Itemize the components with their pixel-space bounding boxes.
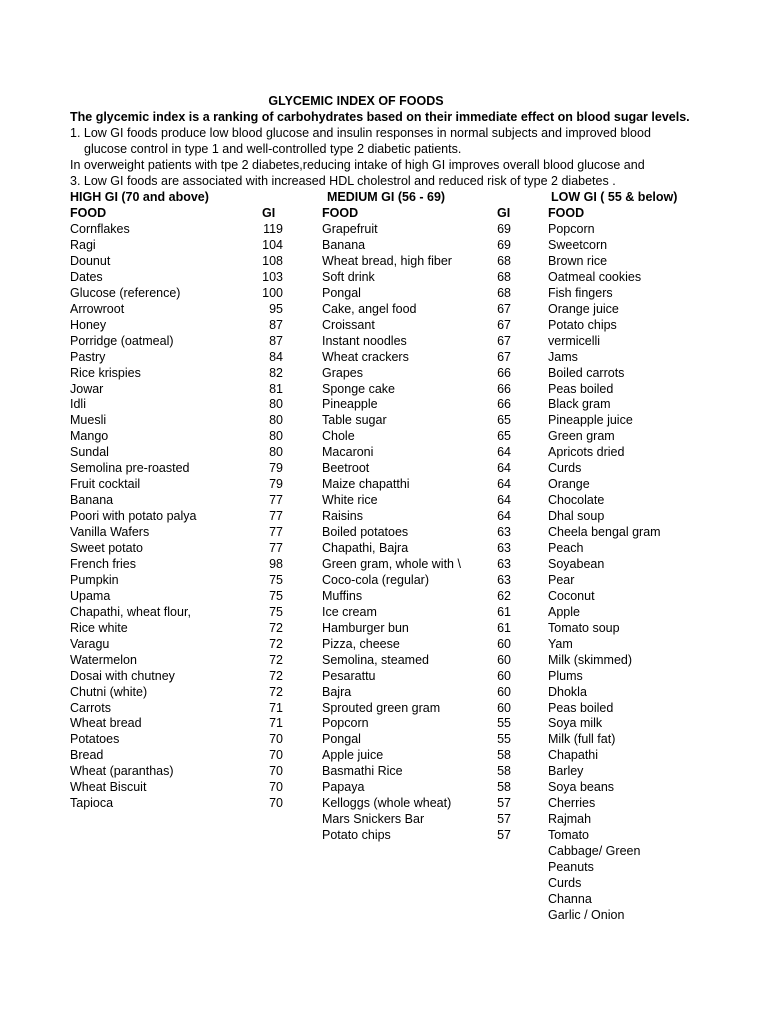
medium-gi-food-name: Basmathi Rice (322, 764, 403, 778)
high-gi-value: 80 (269, 397, 283, 411)
low-gi-food-name: Potato chips (548, 318, 617, 332)
low-gi-food-name: Tomato soup (548, 621, 620, 635)
medium-gi-food-name: Hamburger bun (322, 621, 409, 635)
high-gi-value: 70 (269, 748, 283, 762)
intro-line: The glycemic index is a ranking of carbohydrates based on their immediate effect on blood sugar levels. (70, 110, 690, 124)
low-gi-food-name: Milk (skimmed) (548, 653, 633, 667)
high-gi-food-name: Cornflakes (70, 222, 130, 236)
medium-gi-value: 68 (497, 270, 511, 284)
high-gi-value: 72 (269, 669, 283, 683)
medium-gi-value: 63 (497, 573, 511, 587)
medium-gi-value: 61 (497, 621, 511, 635)
medium-gi-food-name: Beetroot (322, 461, 370, 475)
medium-gi-value: 65 (497, 429, 511, 443)
high-gi-value: 75 (269, 605, 283, 619)
high-gi-heading: HIGH GI (70 and above) (70, 190, 209, 204)
low-gi-food-name: Curds (548, 461, 582, 475)
medium-gi-value: 68 (497, 286, 511, 300)
high-gi-food-name: Poori with potato palya (70, 509, 197, 523)
low-gi-food-name: Peas boiled (548, 701, 614, 715)
intro-line: glucose control in type 1 and well-controlled type 2 diabetic patients. (84, 142, 462, 156)
medium-gi-value: 57 (497, 812, 511, 826)
low-gi-food-name: Coconut (548, 589, 595, 603)
high-gi-value: 119 (263, 222, 283, 236)
low-gi-food-name: Channa (548, 892, 592, 906)
high-gi-value: 79 (269, 461, 283, 475)
high-gi-food-name: Carrots (70, 701, 111, 715)
high-gi-value: 75 (269, 589, 283, 603)
medium-gi-food-name: Bajra (322, 685, 352, 699)
medium-gi-value: 66 (497, 397, 511, 411)
high-gi-value: 72 (269, 621, 283, 635)
low-gi-food-name: Oatmeal cookies (548, 270, 642, 284)
medium-gi-value: 60 (497, 637, 511, 651)
medium-gi-heading: MEDIUM GI (56 - 69) (327, 190, 446, 204)
medium-gi-food-name: Pineapple (322, 397, 378, 411)
medium-gi-food-name: Papaya (322, 780, 365, 794)
high-gi-food-name: Tapioca (70, 796, 114, 810)
high-gi-value: 87 (269, 318, 283, 332)
low-gi-food-name: Barley (548, 764, 584, 778)
low-gi-food-name: Orange juice (548, 302, 619, 316)
high-gi-food-name: Jowar (70, 382, 104, 396)
medium-gi-value: 60 (497, 701, 511, 715)
medium-gi-value: 66 (497, 366, 511, 380)
high-gi-food-name: Chutni (white) (70, 685, 148, 699)
high-gi-value: 82 (269, 366, 283, 380)
medium-gi-food-name: Semolina, steamed (322, 653, 430, 667)
high-gi-value: 87 (269, 334, 283, 348)
medium-gi-value: 69 (497, 238, 511, 252)
medium-gi-food-name: Popcorn (322, 716, 369, 730)
high-gi-food-name: Porridge (oatmeal) (70, 334, 174, 348)
high-gi-value: 71 (269, 701, 283, 715)
medium-gi-food-name: Mars Snickers Bar (322, 812, 425, 826)
low-gi-food-name: Fish fingers (548, 286, 613, 300)
low-gi-food-name: Black gram (548, 397, 611, 411)
high-gi-value: 80 (269, 413, 283, 427)
high-gi-food-name: Wheat bread (70, 716, 142, 730)
medium-gi-value: 64 (497, 509, 511, 523)
medium-gi-food-name: Wheat crackers (322, 350, 409, 364)
medium-gi-food-name: Pongal (322, 286, 361, 300)
low-gi-food-name: Cherries (548, 796, 596, 810)
high-gi-food-name: Wheat (paranthas) (70, 764, 174, 778)
low-gi-food-header: FOOD (548, 206, 585, 220)
high-gi-value: 70 (269, 764, 283, 778)
low-gi-heading: LOW GI ( 55 & below) (551, 190, 678, 204)
high-gi-food-name: Pumpkin (70, 573, 119, 587)
low-gi-food-name: Green gram (548, 429, 615, 443)
high-gi-food-name: Sundal (70, 445, 109, 459)
low-gi-food-name: Soyabean (548, 557, 605, 571)
medium-gi-value: 67 (497, 302, 511, 316)
high-gi-value: 72 (269, 637, 283, 651)
high-gi-food-name: Dates (70, 270, 103, 284)
medium-gi-value: 63 (497, 557, 511, 571)
medium-gi-food-name: Muffins (322, 589, 363, 603)
medium-gi-value: 68 (497, 254, 511, 268)
medium-gi-value: 63 (497, 541, 511, 555)
medium-gi-food-name: Kelloggs (whole wheat) (322, 796, 452, 810)
medium-gi-food-name: Coco-cola (regular) (322, 573, 429, 587)
high-gi-food-name: Sweet potato (70, 541, 143, 555)
medium-gi-food-name: Potato chips (322, 828, 391, 842)
high-gi-food-name: Honey (70, 318, 107, 332)
high-gi-food-name: Semolina pre-roasted (70, 461, 190, 475)
medium-gi-food-name: Instant noodles (322, 334, 407, 348)
medium-gi-food-name: Maize chapatthi (322, 477, 410, 491)
low-gi-food-name: Plums (548, 669, 583, 683)
medium-gi-food-name: Pongal (322, 732, 361, 746)
medium-gi-value: 64 (497, 477, 511, 491)
medium-gi-value: 61 (497, 605, 511, 619)
high-gi-value: 75 (269, 573, 283, 587)
medium-gi-food-name: Sprouted green gram (322, 701, 441, 715)
high-gi-value: 77 (269, 525, 283, 539)
medium-gi-value: 55 (497, 716, 511, 730)
high-gi-value: 72 (269, 653, 283, 667)
medium-gi-food-name: Pesarattu (322, 669, 376, 683)
medium-gi-food-name: Sponge cake (322, 382, 395, 396)
high-gi-food-name: Potatoes (70, 732, 120, 746)
low-gi-food-name: Peach (548, 541, 584, 555)
medium-gi-food-name: Table sugar (322, 413, 387, 427)
high-gi-food-name: Bread (70, 748, 104, 762)
medium-gi-value: 60 (497, 653, 511, 667)
high-gi-food-name: Dounut (70, 254, 111, 268)
low-gi-food-name: Apricots dried (548, 445, 625, 459)
high-gi-value: 84 (269, 350, 283, 364)
high-gi-value: 77 (269, 541, 283, 555)
medium-gi-value: 67 (497, 318, 511, 332)
high-gi-value: 70 (269, 780, 283, 794)
low-gi-food-name: Peas boiled (548, 382, 614, 396)
medium-gi-value: 60 (497, 685, 511, 699)
low-gi-food-name: Garlic / Onion (548, 908, 625, 922)
high-gi-value: 79 (269, 477, 283, 491)
medium-gi-food-name: Wheat bread, high fiber (322, 254, 452, 268)
low-gi-food-name: Chapathi (548, 748, 599, 762)
high-gi-value: 103 (262, 270, 283, 284)
medium-gi-food-name: Raisins (322, 509, 363, 523)
medium-gi-value: 64 (497, 445, 511, 459)
high-gi-value: 70 (269, 732, 283, 746)
high-gi-food-name: Muesli (70, 413, 107, 427)
low-gi-food-name: Tomato (548, 828, 589, 842)
low-gi-food-name: Curds (548, 876, 582, 890)
high-gi-food-name: Rice krispies (70, 366, 141, 380)
medium-gi-value: 63 (497, 525, 511, 539)
high-gi-value: 80 (269, 445, 283, 459)
high-gi-value: 71 (269, 716, 283, 730)
high-gi-value: 77 (269, 493, 283, 507)
medium-gi-value: 60 (497, 669, 511, 683)
low-gi-food-name: Cheela bengal gram (548, 525, 661, 539)
high-gi-food-name: Arrowroot (70, 302, 125, 316)
low-gi-food-name: Milk (full fat) (548, 732, 616, 746)
high-gi-food-name: Varagu (70, 637, 110, 651)
medium-gi-value: 58 (497, 780, 511, 794)
high-gi-food-name: Mango (70, 429, 109, 443)
low-gi-food-name: Pear (548, 573, 575, 587)
intro-line: In overweight patients with tpe 2 diabetes,reducing intake of high GI improves overall blood glucose and (70, 158, 645, 172)
high-gi-value: 77 (269, 509, 283, 523)
medium-gi-food-name: Soft drink (322, 270, 375, 284)
low-gi-food-name: Orange (548, 477, 590, 491)
high-gi-food-name: Upama (70, 589, 111, 603)
low-gi-food-name: Soya milk (548, 716, 603, 730)
high-gi-value: 70 (269, 796, 283, 810)
intro-line: 1. Low GI foods produce low blood glucose and insulin responses in normal subjects and improved blood (70, 126, 651, 140)
medium-gi-food-name: Chapathi, Bajra (322, 541, 409, 555)
medium-gi-food-name: Grapes (322, 366, 363, 380)
low-gi-food-name: Soya beans (548, 780, 615, 794)
high-gi-food-name: Chapathi, wheat flour, (70, 605, 191, 619)
low-gi-food-name: Popcorn (548, 222, 595, 236)
intro-line: 3. Low GI foods are associated with increased HDL cholestrol and reduced risk of type 2 diabetes . (70, 174, 616, 188)
high-gi-food-name: Watermelon (70, 653, 137, 667)
high-gi-gi-header: GI (262, 206, 276, 220)
medium-gi-food-name: Pizza, cheese (322, 637, 400, 651)
medium-gi-value: 58 (497, 764, 511, 778)
high-gi-food-name: Wheat Biscuit (70, 780, 147, 794)
high-gi-food-name: Dosai with chutney (70, 669, 175, 683)
high-gi-food-name: Pastry (70, 350, 106, 364)
high-gi-food-name: Banana (70, 493, 114, 507)
high-gi-food-name: Ragi (70, 238, 96, 252)
medium-gi-food-name: Grapefruit (322, 222, 378, 236)
high-gi-food-name: Fruit cocktail (70, 477, 141, 491)
medium-gi-value: 66 (497, 382, 511, 396)
medium-gi-gi-header: GI (497, 206, 511, 220)
medium-gi-food-name: Cake, angel food (322, 302, 417, 316)
low-gi-food-name: Yam (548, 637, 573, 651)
medium-gi-food-name: Banana (322, 238, 366, 252)
high-gi-food-name: Vanilla Wafers (70, 525, 150, 539)
high-gi-food-header: FOOD (70, 206, 107, 220)
medium-gi-value: 64 (497, 493, 511, 507)
low-gi-food-name: vermicelli (548, 334, 601, 348)
low-gi-food-name: Jams (548, 350, 578, 364)
medium-gi-food-name: Chole (322, 429, 355, 443)
medium-gi-food-name: Macaroni (322, 445, 374, 459)
low-gi-food-name: Peanuts (548, 860, 594, 874)
high-gi-value: 98 (269, 557, 283, 571)
high-gi-food-name: Glucose (reference) (70, 286, 181, 300)
medium-gi-food-name: Croissant (322, 318, 375, 332)
medium-gi-food-header: FOOD (322, 206, 359, 220)
high-gi-food-name: Rice white (70, 621, 128, 635)
medium-gi-value: 55 (497, 732, 511, 746)
medium-gi-value: 57 (497, 828, 511, 842)
low-gi-food-name: Rajmah (548, 812, 592, 826)
medium-gi-food-name: Apple juice (322, 748, 384, 762)
medium-gi-value: 69 (497, 222, 511, 236)
low-gi-food-name: Sweetcorn (548, 238, 608, 252)
low-gi-food-name: Pineapple juice (548, 413, 633, 427)
high-gi-value: 72 (269, 685, 283, 699)
medium-gi-value: 64 (497, 461, 511, 475)
high-gi-value: 108 (262, 254, 283, 268)
medium-gi-value: 57 (497, 796, 511, 810)
low-gi-food-name: Apple (548, 605, 580, 619)
high-gi-value: 80 (269, 429, 283, 443)
medium-gi-food-name: Ice cream (322, 605, 377, 619)
low-gi-food-name: Brown rice (548, 254, 608, 268)
low-gi-food-name: Dhal soup (548, 509, 605, 523)
high-gi-value: 100 (262, 286, 283, 300)
low-gi-food-name: Chocolate (548, 493, 605, 507)
page-title: GLYCEMIC INDEX OF FOODS (268, 94, 444, 108)
high-gi-food-name: French fries (70, 557, 136, 571)
medium-gi-food-name: White rice (322, 493, 378, 507)
medium-gi-value: 58 (497, 748, 511, 762)
low-gi-food-name: Cabbage/ Green (548, 844, 641, 858)
medium-gi-value: 67 (497, 350, 511, 364)
medium-gi-food-name: Boiled potatoes (322, 525, 409, 539)
high-gi-value: 95 (269, 302, 283, 316)
medium-gi-value: 67 (497, 334, 511, 348)
high-gi-food-name: Idli (70, 397, 86, 411)
high-gi-value: 104 (262, 238, 283, 252)
medium-gi-food-name: Green gram, whole with \ (322, 557, 461, 571)
medium-gi-value: 65 (497, 413, 511, 427)
low-gi-food-name: Boiled carrots (548, 366, 625, 380)
medium-gi-value: 62 (497, 589, 511, 603)
high-gi-value: 81 (269, 382, 283, 396)
low-gi-food-name: Dhokla (548, 685, 587, 699)
